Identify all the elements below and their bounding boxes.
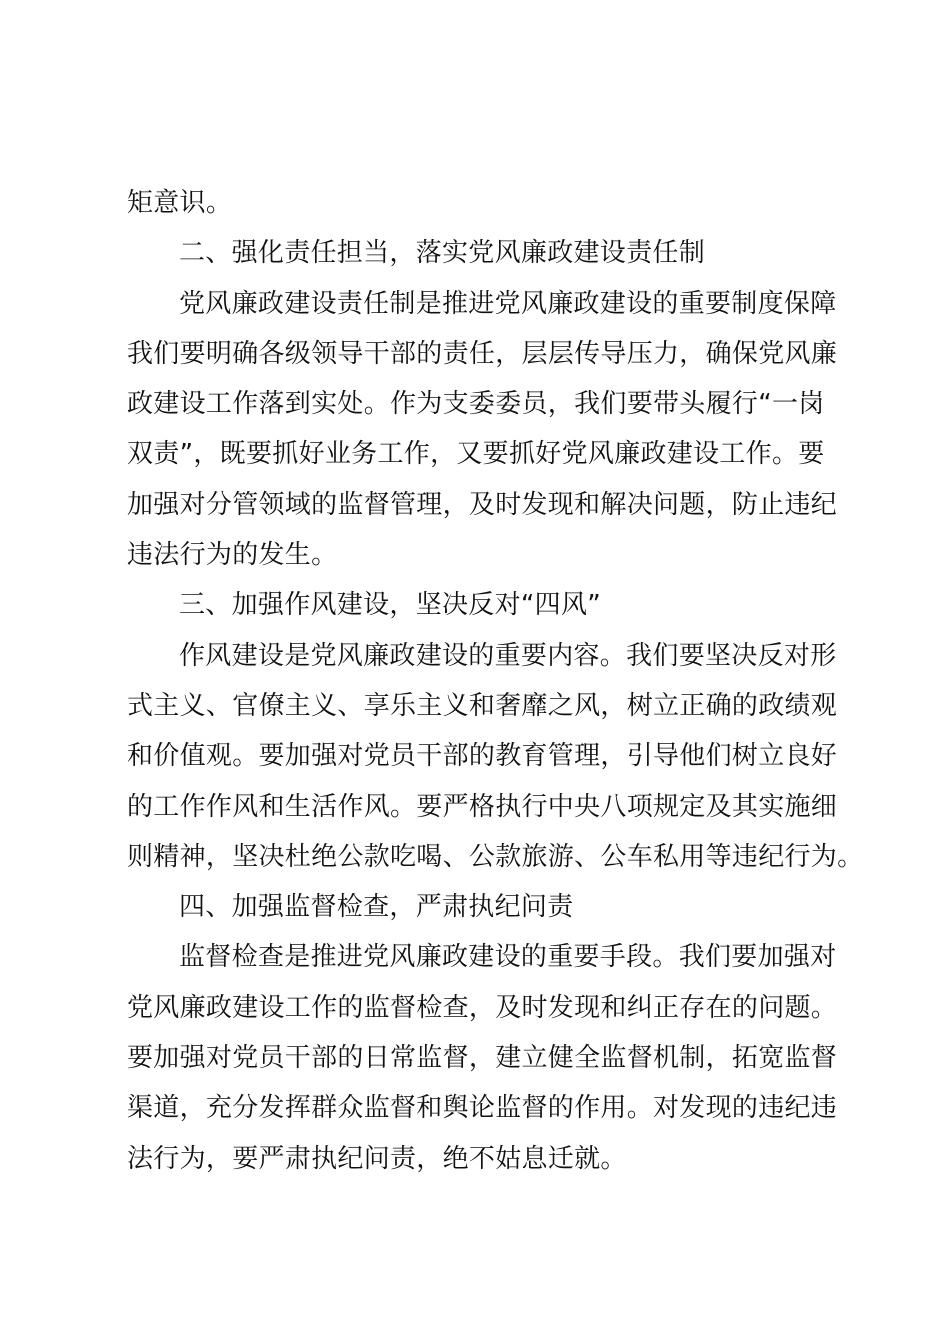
text-line: 和价值观。要加强对党员干部的教育管理，引导他们树立良好 xyxy=(127,741,838,772)
text-line: 加强对分管领域的监督管理，及时发现和解决问题，防止违纪 xyxy=(127,489,838,520)
section-heading-3: 三、加强作风建设，坚决反对“四风” xyxy=(179,590,602,621)
document-body xyxy=(127,178,864,1184)
text-line: 法行为，要严肃执纪问责，绝不姑息迁就。 xyxy=(127,1143,627,1174)
text-line: 则精神，坚决杜绝公款吃喝、公款旅游、公车私用等违纪行为。 xyxy=(127,841,864,872)
text-line: 式主义、官僚主义、享乐主义和奢靡之风，树立正确的政绩观 xyxy=(127,690,838,721)
text-line: 的工作作风和生活作风。要严格执行中央八项规定及其实施细 xyxy=(127,791,838,822)
text-line: 违法行为的发生。 xyxy=(127,540,338,571)
text-line: 渠道，充分发挥群众监督和舆论监督的作用。对发现的违纪违 xyxy=(127,1093,838,1124)
text-line: 要加强对党员干部的日常监督，建立健全监督机制，拓宽监督 xyxy=(127,1043,838,1074)
text-line: 党风廉政建设工作的监督检查，及时发现和纠正存在的问题。 xyxy=(127,992,838,1023)
text-line: 我们要明确各级领导干部的责任，层层传导压力，确保党风廉 xyxy=(127,338,838,369)
section-heading-4: 四、加强监督检查，严肃执纪问责 xyxy=(179,892,574,923)
text-line: 作风建设是党风廉政建设的重要内容。我们要坚决反对形 xyxy=(179,640,837,671)
section-heading-2: 二、强化责任担当，落实党风廉政建设责任制 xyxy=(179,238,706,269)
text-line: 矩意识。 xyxy=(127,188,233,218)
text-line: 政建设工作落到实处。作为支委委员，我们要带头履行“一岗 xyxy=(127,389,825,420)
text-line: 双责”，既要抓好业务工作，又要抓好党风廉政建设工作。要 xyxy=(127,439,825,470)
text-line: 党风廉政建设责任制是推进党风廉政建设的重要制度保障 xyxy=(179,288,837,319)
text-line: 监督检查是推进党风廉政建设的重要手段。我们要加强对 xyxy=(179,942,837,973)
